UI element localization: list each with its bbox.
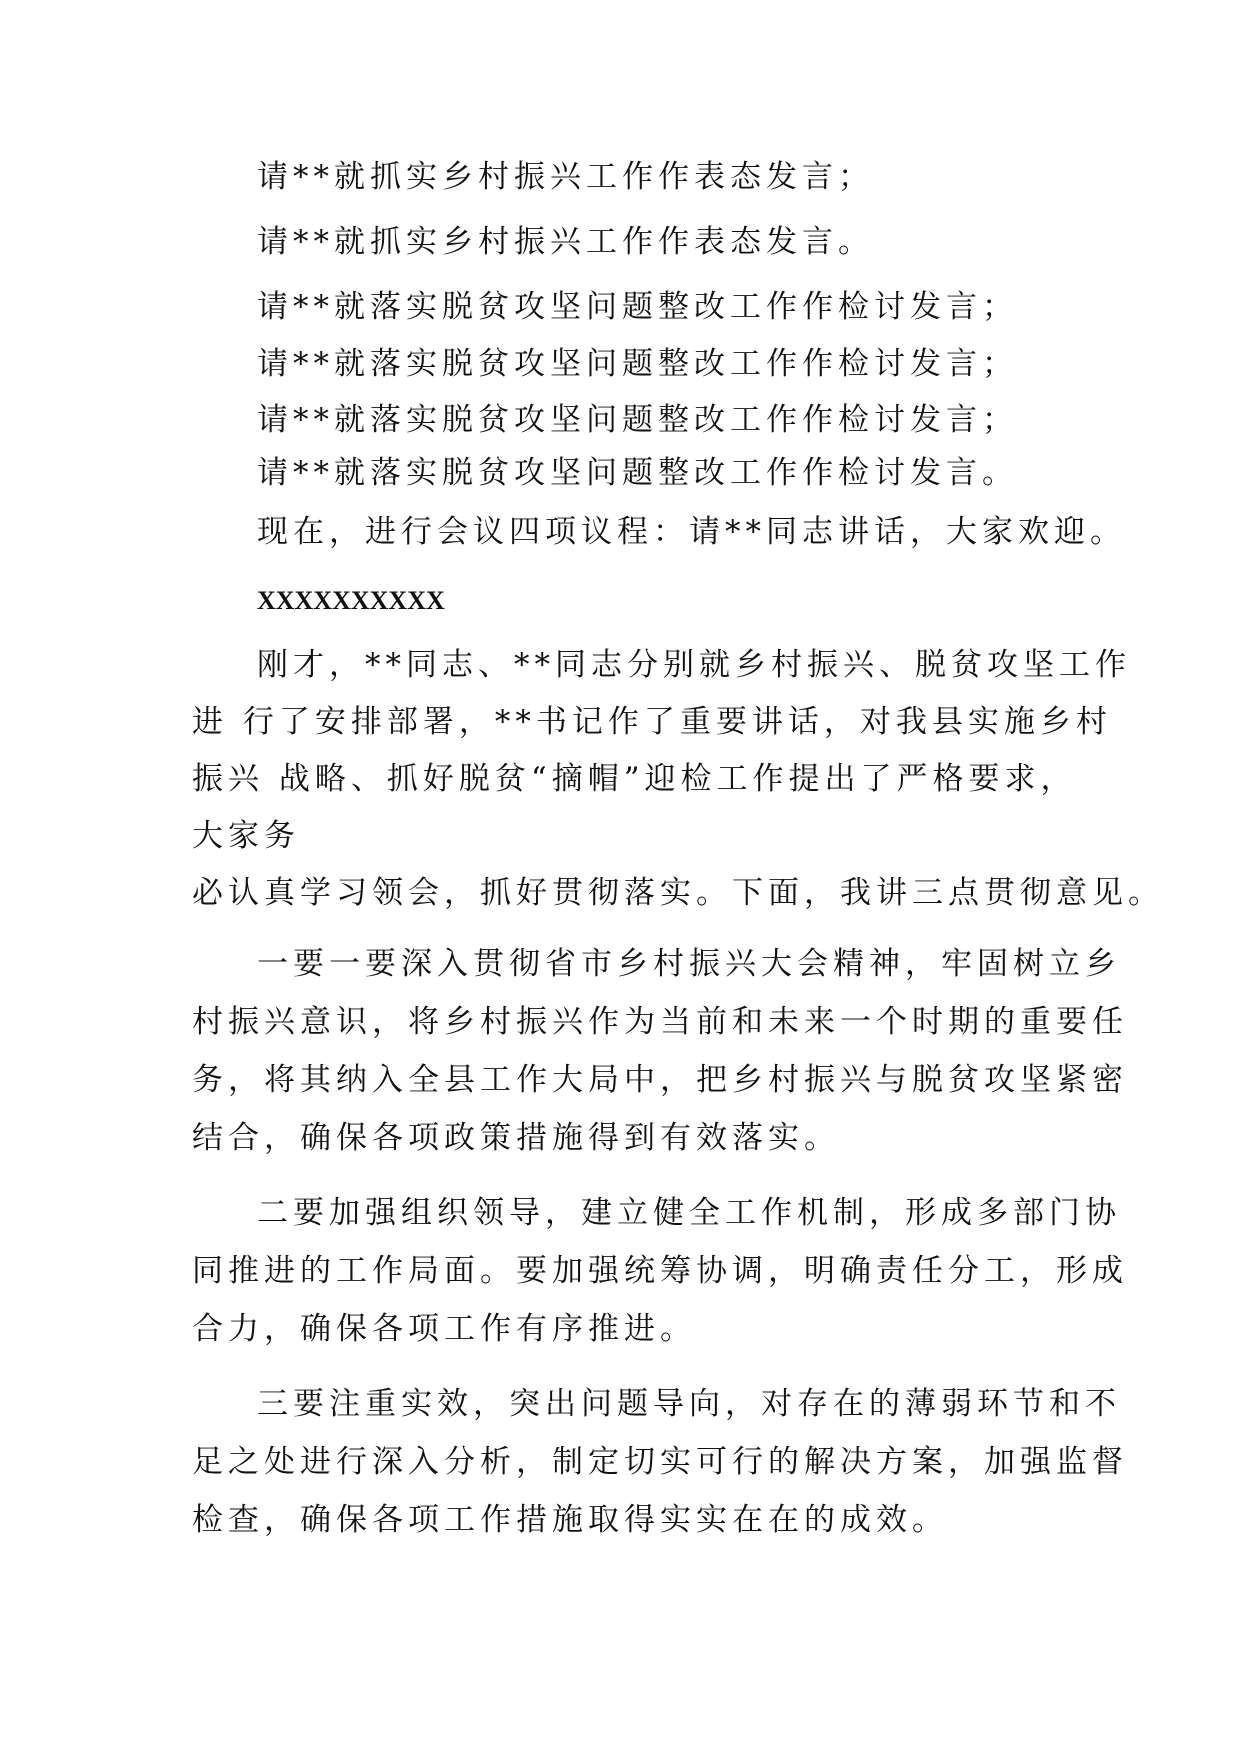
intro-line: 进 行了安排部署，**书记作了重要讲话，对我县实施乡村 [192, 704, 1112, 740]
agenda-line: 请**就落实脱贫攻坚问题整改工作作检讨发言。 [257, 455, 1018, 491]
agenda-line: 请**就落实脱贫攻坚问题整改工作作检讨发言； [257, 289, 1018, 325]
agenda-line: 请**就落实脱贫攻坚问题整改工作作检讨发言； [257, 402, 1018, 438]
point2-line: 合力，确保各项工作有序推进。 [192, 1311, 696, 1347]
point1-line: 村振兴意识，将乡村振兴作为当前和未来一个时期的重要任 [192, 1004, 1128, 1040]
point2-line: 同推进的工作局面。要加强统筹协调，明确责任分工，形成 [192, 1253, 1128, 1289]
point2-line: 二要加强组织领导，建立健全工作机制，形成多部门协 [257, 1195, 1121, 1231]
section-heading: XXXXXXXXXX [257, 586, 445, 615]
intro-line: 刚才，**同志、**同志分别就乡村振兴、脱贫攻坚工作 [257, 647, 1131, 683]
point1-line: 一要一要深入贯彻省市乡村振兴大会精神，牢固树立乡 [257, 946, 1121, 982]
agenda-line: 请**就落实脱贫攻坚问题整改工作作检讨发言； [257, 346, 1018, 382]
point1-line: 务，将其纳入全县工作大局中，把乡村振兴与脱贫攻坚紧密 [192, 1062, 1128, 1098]
agenda-line: 现在，进行会议四项议程：请**同志讲话，大家欢迎。 [257, 514, 1126, 550]
agenda-line: 请**就抓实乡村振兴工作作表态发言； [257, 159, 874, 195]
agenda-line: 请**就抓实乡村振兴工作作表态发言。 [257, 224, 874, 260]
intro-line: 必认真学习领会，抓好贯彻落实。下面，我讲三点贯彻意见。 [192, 875, 1164, 911]
intro-line: 大家务 [192, 818, 300, 854]
point3-line: 检查，确保各项工作措施取得实实在在的成效。 [192, 1502, 948, 1538]
point3-line: 三要注重实效，突出问题导向，对存在的薄弱环节和不 [257, 1386, 1121, 1422]
point1-line: 结合，确保各项政策措施得到有效落实。 [192, 1120, 840, 1156]
intro-line: 振兴 战略、抓好脱贫“摘帽”迎检工作提出了严格要求， [192, 761, 1077, 797]
point3-line: 足之处进行深入分析，制定切实可行的解决方案，加强监督 [192, 1444, 1128, 1480]
